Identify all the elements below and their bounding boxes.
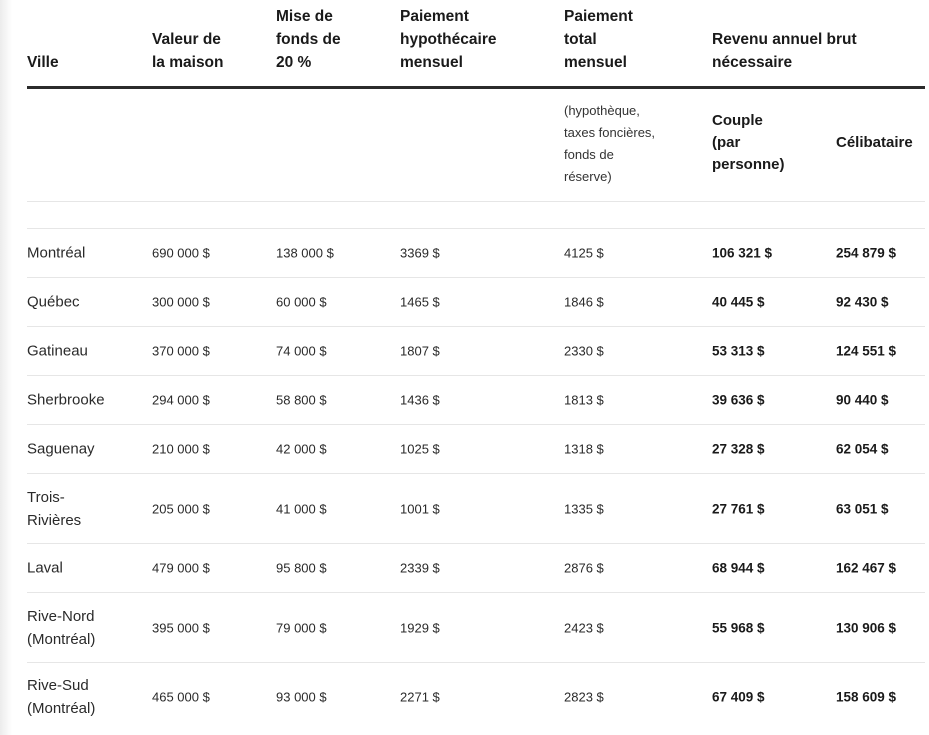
header-mortgage — [400, 5, 496, 74]
cell-single: 92 430 $ — [836, 294, 889, 310]
cell-single: 124 551 $ — [836, 343, 897, 359]
table-row — [0, 663, 929, 731]
cell-couple: 68 944 $ — [712, 560, 765, 576]
cell-down-payment: 60 000 $ — [276, 294, 327, 310]
cell-total: 1813 $ — [564, 392, 604, 408]
cell-single: 254 879 $ — [836, 245, 897, 261]
subheader-total-note — [564, 100, 655, 188]
cell-total: 1335 $ — [564, 501, 604, 516]
cell-home-value: 479 000 $ — [152, 560, 210, 576]
header-city — [27, 51, 59, 74]
header-total-line: total — [564, 31, 597, 48]
cell-down-payment: 138 000 $ — [276, 245, 334, 261]
cell-couple: 27 328 $ — [712, 441, 765, 457]
subheader-total-note-line: réserve) — [564, 169, 612, 184]
cell-mortgage: 2271 $ — [400, 689, 440, 705]
header-down-payment-line: fonds de — [276, 31, 341, 48]
cell-home-value: 690 000 $ — [152, 245, 210, 261]
cell-total: 1318 $ — [564, 441, 604, 457]
cell-total: 4125 $ — [564, 245, 604, 261]
cell-mortgage: 1436 $ — [400, 392, 440, 408]
cell-total: 2876 $ — [564, 560, 604, 576]
table-row — [0, 593, 929, 662]
cell-city-line: Rive-Nord — [27, 607, 95, 625]
header-city-label: Ville — [27, 54, 59, 71]
header-down-payment — [276, 5, 341, 74]
cell-home-value: 205 000 $ — [152, 501, 210, 516]
cell-home-value: 465 000 $ — [152, 689, 210, 705]
header-down-payment-line: Mise de — [276, 8, 333, 25]
cell-city — [27, 674, 127, 720]
cell-total: 2423 $ — [564, 620, 604, 635]
cell-single: 63 051 $ — [836, 501, 889, 516]
cell-home-value: 210 000 $ — [152, 441, 210, 457]
cell-home-value: 395 000 $ — [152, 620, 210, 635]
cell-total: 2330 $ — [564, 343, 604, 359]
cell-single: 162 467 $ — [836, 560, 897, 576]
header-home-value-line: la maison — [152, 54, 224, 71]
table-row — [0, 425, 929, 473]
header-total-line: Paiement — [564, 8, 633, 25]
cell-total: 1846 $ — [564, 294, 604, 310]
cell-down-payment: 58 800 $ — [276, 392, 327, 408]
header-mortgage-line: hypothécaire — [400, 31, 497, 48]
subheader-single-label: Célibataire — [836, 134, 913, 151]
row-divider — [27, 201, 925, 202]
header-down-payment-line: 20 % — [276, 54, 312, 71]
cell-city — [27, 605, 127, 651]
table-row — [0, 544, 929, 592]
subheader-couple-line: personne) — [712, 156, 785, 173]
table-row — [0, 376, 929, 424]
cell-mortgage: 1025 $ — [400, 441, 440, 457]
cell-mortgage: 1929 $ — [400, 620, 440, 635]
cell-couple: 55 968 $ — [712, 620, 765, 635]
header-home-value — [152, 28, 224, 74]
cell-city-line: (Montréal) — [27, 630, 96, 648]
cell-down-payment: 95 800 $ — [276, 560, 327, 576]
cell-home-value: 294 000 $ — [152, 392, 210, 408]
cell-city: Montréal — [27, 244, 86, 262]
table-row — [0, 327, 929, 375]
cell-couple: 40 445 $ — [712, 294, 765, 310]
cell-couple: 39 636 $ — [712, 392, 765, 408]
cell-couple: 67 409 $ — [712, 689, 765, 705]
table-row — [0, 278, 929, 326]
header-income-line: nécessaire — [712, 54, 793, 71]
header-income — [712, 28, 857, 74]
subheader-couple — [712, 110, 785, 176]
table-row — [0, 229, 929, 277]
header-total — [564, 5, 633, 74]
subheader-couple-line: Couple — [712, 112, 763, 129]
cell-mortgage: 1807 $ — [400, 343, 440, 359]
cell-city: Saguenay — [27, 440, 95, 458]
cell-city-line: Rivières — [27, 511, 82, 529]
cell-city: Québec — [27, 293, 80, 311]
cell-city-line: Rive-Sud — [27, 677, 89, 694]
subheader-total-note-line: (hypothèque, — [564, 103, 640, 118]
cell-down-payment: 74 000 $ — [276, 343, 327, 359]
cell-home-value: 300 000 $ — [152, 294, 210, 310]
cell-city-line: (Montréal) — [27, 700, 96, 717]
table-row — [0, 474, 929, 543]
header-mortgage-line: mensuel — [400, 54, 463, 71]
cell-city-line: Trois- — [27, 488, 65, 506]
subheader-single — [836, 132, 913, 154]
cell-down-payment: 42 000 $ — [276, 441, 327, 457]
cell-single: 62 054 $ — [836, 441, 889, 457]
cell-single: 158 609 $ — [836, 689, 897, 705]
cell-mortgage: 3369 $ — [400, 245, 440, 261]
cell-total: 2823 $ — [564, 689, 604, 705]
header-mortgage-line: Paiement — [400, 8, 469, 25]
cell-down-payment: 93 000 $ — [276, 689, 327, 705]
cell-mortgage: 1465 $ — [400, 294, 440, 310]
cell-single: 90 440 $ — [836, 392, 889, 408]
header-total-line: mensuel — [564, 54, 627, 71]
cell-city: Sherbrooke — [27, 391, 105, 409]
cell-city: Gatineau — [27, 342, 88, 360]
cell-home-value: 370 000 $ — [152, 343, 210, 359]
cell-city — [27, 486, 127, 532]
cell-down-payment: 79 000 $ — [276, 620, 327, 635]
cell-couple: 27 761 $ — [712, 501, 765, 516]
cell-couple: 106 321 $ — [712, 245, 773, 261]
subheader-total-note-line: taxes foncières, — [564, 125, 656, 140]
header-home-value-line: Valeur de — [152, 31, 221, 48]
cell-mortgage: 1001 $ — [400, 501, 440, 516]
subheader-couple-line: (par — [712, 134, 741, 151]
cell-down-payment: 41 000 $ — [276, 501, 327, 516]
subheader-total-note-line: fonds de — [564, 147, 614, 162]
cell-single: 130 906 $ — [836, 620, 897, 635]
cell-mortgage: 2339 $ — [400, 560, 440, 576]
header-income-line: Revenu annuel brut — [712, 31, 857, 48]
header-divider — [27, 86, 925, 89]
cell-couple: 53 313 $ — [712, 343, 765, 359]
cell-city: Laval — [27, 559, 63, 577]
